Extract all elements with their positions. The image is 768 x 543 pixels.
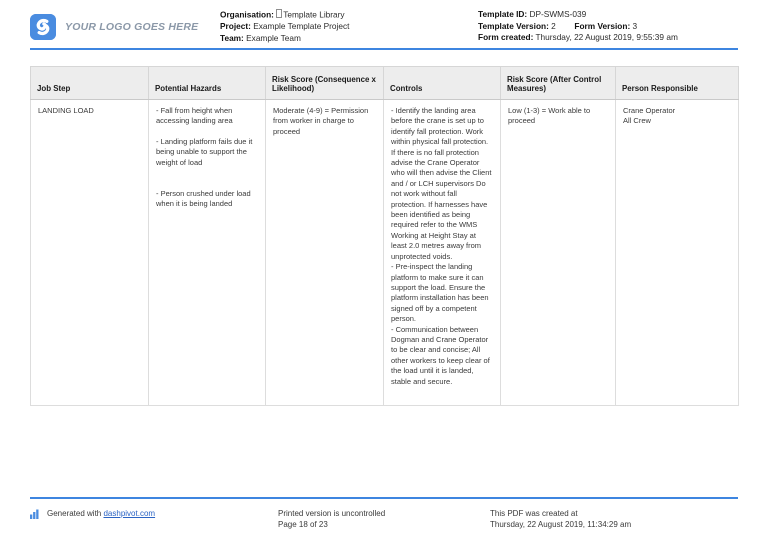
column-header-risk-score-after: Risk Score (After Control Measures) (501, 67, 616, 100)
generated-prefix: Generated with (47, 509, 104, 518)
page-number: Page 18 of 23 (278, 520, 328, 530)
team-label: Team: (220, 32, 244, 43)
cell-risk-score-after (501, 100, 616, 406)
logo-text: YOUR LOGO GOES HERE (65, 21, 199, 33)
organisation-value: Template Library (283, 9, 345, 20)
team-line (220, 33, 478, 45)
hazard-item: - Fall from height when accessing landing area (156, 106, 233, 126)
footer-generated-block (30, 508, 278, 519)
bar-chart-icon (30, 509, 41, 519)
template-id-line (478, 9, 740, 21)
cell-controls (384, 100, 501, 406)
cell-job-step (31, 100, 149, 406)
missing-glyph-icon (276, 9, 282, 18)
form-created-line (478, 32, 740, 44)
footer-print-block (278, 508, 490, 531)
document-footer (30, 508, 738, 531)
dashpivot-logo-icon (30, 14, 56, 40)
organisation-label: Organisation: (220, 9, 274, 20)
pdf-created-label: This PDF was created at (490, 509, 578, 518)
column-header-controls: Controls (384, 67, 501, 100)
generated-with-text (47, 508, 155, 519)
column-header-person-responsible: Person Responsible (616, 67, 739, 100)
job-step-text: LANDING LOAD (38, 106, 94, 115)
logo-block (30, 9, 220, 40)
document-header (0, 0, 768, 52)
control-item: - Pre-inspect the landing platform to make sure it can support the load. Ensure the platform installation has been signed off by a competent person. (391, 262, 489, 324)
template-version-value: 2 (551, 20, 556, 31)
template-version-label: Template Version: (478, 20, 549, 31)
hazard-item: - Landing platform fails due it being unable to support the weight of load (156, 136, 253, 167)
header-meta-left (220, 9, 478, 44)
person-responsible-item: All Crew (623, 116, 651, 126)
form-created-value: Thursday, 22 August 2019, 9:55:39 am (535, 32, 678, 43)
column-header-job-step: Job Step (31, 67, 149, 100)
header-divider (30, 48, 738, 50)
form-created-label: Form created: (478, 32, 534, 43)
risk-score-before-text: Moderate (4-9) = Permission from worker in charge to proceed (273, 106, 369, 136)
column-header-potential-hazards: Potential Hazards (149, 67, 266, 100)
swms-table (30, 66, 739, 406)
cell-risk-score-before (266, 100, 384, 406)
project-label: Project: (220, 21, 251, 32)
column-header-risk-score-before: Risk Score (Consequence x Likelihood) (266, 67, 384, 100)
template-id-label: Template ID: (478, 9, 528, 19)
person-responsible-item: Crane Operator (623, 106, 676, 115)
table-row (31, 100, 739, 406)
template-version-line (478, 21, 740, 33)
footer-divider (30, 497, 738, 499)
organisation-line (220, 9, 478, 21)
swms-table-wrapper (30, 66, 738, 406)
project-line (220, 21, 478, 33)
form-version-label: Form Version: (574, 20, 631, 31)
hazard-item: - Person crushed under load when it is being landed (156, 189, 251, 209)
cell-potential-hazards (149, 100, 266, 406)
pdf-created-value: Thursday, 22 August 2019, 11:34:29 am (490, 520, 632, 530)
project-value: Example Template Project (253, 21, 350, 32)
footer-pdf-created-block (490, 508, 738, 531)
control-item: - Identify the landing area before the crane is set up to identify fall protection. Work within physical fall protection. If there is no fall protection advise the Crane Operator who will then advise the Client and / or LCH supervisors Do not work without fall protection. If harnesses have been identified as being required refer to the WMS Working at Height Stay at least 2.0 metres away from unprotected voids. (391, 106, 492, 261)
table-header-row (31, 67, 739, 100)
print-notice: Printed version is uncontrolled (278, 509, 386, 518)
team-value: Example Team (246, 32, 301, 43)
risk-score-after-text: Low (1-3) = Work able to proceed (508, 106, 591, 126)
form-version-value: 3 (632, 20, 638, 31)
template-id-value: DP-SWMS-039 (529, 9, 587, 19)
dashpivot-link[interactable]: dashpivot.com (103, 509, 156, 518)
cell-person-responsible (616, 100, 739, 406)
control-item: - Communication between Dogman and Crane Operator to be clear and concise; All other workers to keep clear of the load until it is landed, stable and secure. (391, 324, 490, 386)
header-meta-right (478, 9, 740, 44)
